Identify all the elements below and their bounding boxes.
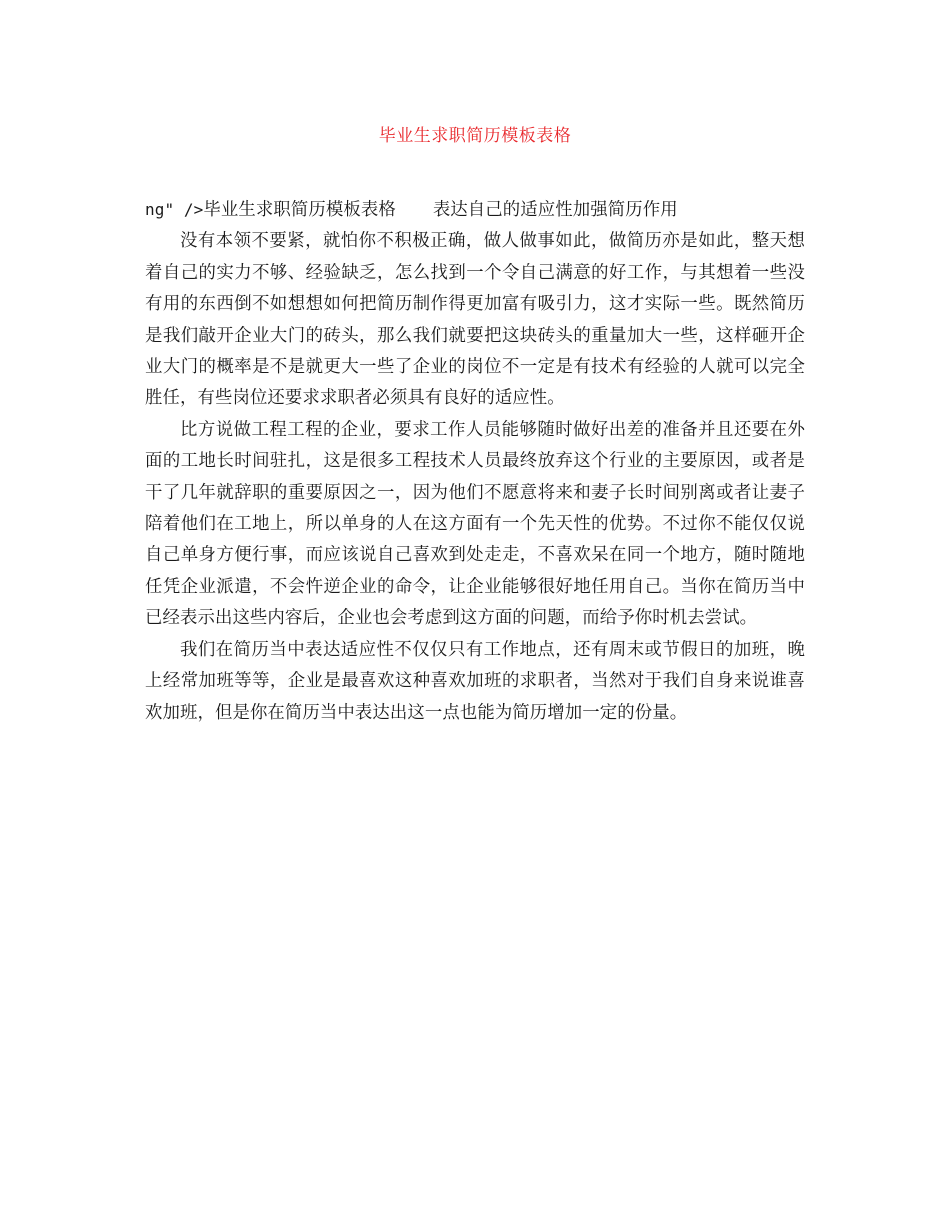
first-line-title: 毕业生求职简历模板表格	[203, 200, 396, 220]
first-line	[145, 194, 805, 226]
first-line-subtitle: 表达自己的适应性加强简历作用	[432, 200, 678, 220]
html-fragment-text: ng" />	[145, 200, 204, 219]
document-title: 毕业生求职简历模板表格	[378, 126, 572, 146]
document-body	[145, 194, 805, 729]
paragraph-3: 我们在简历当中表达适应性不仅仅只有工作地点，还有周末或节假日的加班，晚上经常加班等等，企业是最喜欢这种喜欢加班的求职者，当然对于我们自身来说谁喜欢加班，但是你在简历当中表达出这一点也能为简历增加一定的份量。	[145, 639, 805, 723]
paragraph-1: 没有本领不要紧，就怕你不积极正确，做人做事如此，做简历亦是如此，整天想着自己的实力不够、经验缺乏，怎么找到一个令自己满意的好工作，与其想着一些没有用的东西倒不如想想如何把简历制作得更加富有吸引力，这才实际一些。既然简历是我们敲开企业大门的砖头，那么我们就要把这块砖头的重量加大一些，这样砸开企业大门的概率是不是就更大一些了企业的岗位不一定是有技术有经验的人就可以完全胜任，有些岗位还要求求职者必须具有良好的适应性。	[145, 231, 805, 409]
paragraph-2: 比方说做工程工程的企业，要求工作人员能够随时做好出差的准备并且还要在外面的工地长时间驻扎，这是很多工程技术人员最终放弃这个行业的主要原因，或者是干了几年就辞职的重要原因之一，因为他们不愿意将来和妻子长时间别离或者让妻子陪着他们在工地上，所以单身的人在这方面有一个先天性的优势。不过你不能仅仅说自己单身方便行事，而应该说自己喜欢到处走走，不喜欢呆在同一个地方，随时随地任凭企业派遣，不会忤逆企业的命令，让企业能够很好地任用自己。当你在简历当中已经表示出这些内容后，企业也会考虑到这方面的问题，而给予你时机去尝试。	[145, 419, 805, 629]
